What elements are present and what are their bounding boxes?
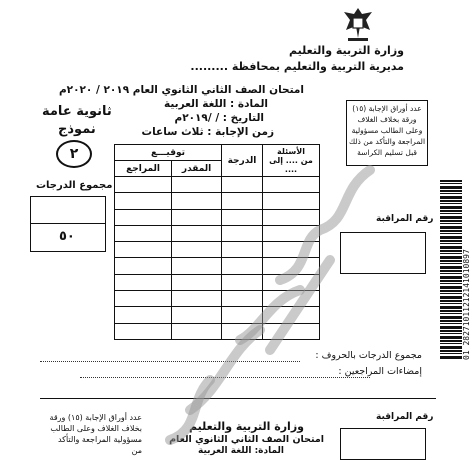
eagle-emblem-icon (336, 4, 380, 44)
signature-header: توقيـــع (115, 145, 222, 161)
bottom-notice-line: بخلاف الغلاف وعلى الطالب (50, 424, 142, 433)
notice-line: قبل تسليم الكراسة (357, 148, 417, 157)
model-number-badge (56, 140, 92, 168)
bottom-subject: المادة: اللغة العربية (197, 446, 284, 456)
from-to-label: من .... إلى .... (269, 156, 313, 174)
total-grades-label: مجموع الدرجات (36, 180, 113, 191)
total-grades-box (30, 196, 106, 252)
reviewer-header: المراجع (115, 161, 172, 177)
grade-header: الدرجة (222, 145, 263, 177)
grades-in-words-label: مجموع الدرجات بالحروف : (315, 350, 422, 361)
bottom-notice-line: عدد أوراق الإجابة (١٥) ورقة (49, 413, 142, 422)
total-grades-value: ٥٠ (59, 229, 75, 244)
model-number: ٢ (69, 146, 79, 162)
date-line: التاريخ : / /٢٠١٩م (174, 112, 264, 124)
ministry-title: وزارة التربية والتعليم (289, 44, 404, 57)
notice-line: المراجعة والتأكد من ذلك (348, 137, 426, 146)
directorate-line: مديرية التربية والتعليم بمحافظة ......... (190, 60, 404, 73)
bottom-exam-title: امتحان الصف الثاني الثانوي العام (169, 434, 324, 445)
seat-number-label: رقم المراقبة (376, 214, 434, 224)
barcode-number: 01 28271011212141010897 (462, 249, 471, 360)
bottom-notice (46, 412, 142, 456)
bottom-seat-number-label: رقم المراقبة (376, 412, 434, 422)
subject-line: المادة : اللغة العربية (164, 98, 268, 110)
grader-header: المقدر (172, 161, 222, 177)
duration-line: زمن الإجابة : ثلاث ساعات (141, 126, 274, 138)
notice-line: وعلى الطالب مسؤولية (351, 126, 423, 135)
model-label: نموذج (58, 122, 96, 137)
notice-line: ورقة بخلاف الغلاف (357, 115, 417, 124)
exam-title: امتحان الصف الثاني الثانوي العام ٢٠١٩ / ٢٠٢٠م (58, 84, 304, 96)
bottom-ministry-title: وزارة التربية والتعليم (189, 420, 304, 433)
bottom-notice-line: مسؤولية المراجعة والتأكد من (57, 435, 142, 455)
barcode (440, 180, 470, 360)
questions-label: الأسئلة (277, 147, 305, 156)
reviewers-signatures-label: إمضاءات المراجعين : (338, 366, 422, 377)
notice-line: عدد أوراق الإجابة (١٥) (352, 104, 422, 113)
watermark-logo (150, 150, 400, 450)
secondary-title: ثانوية عامة (42, 104, 112, 119)
